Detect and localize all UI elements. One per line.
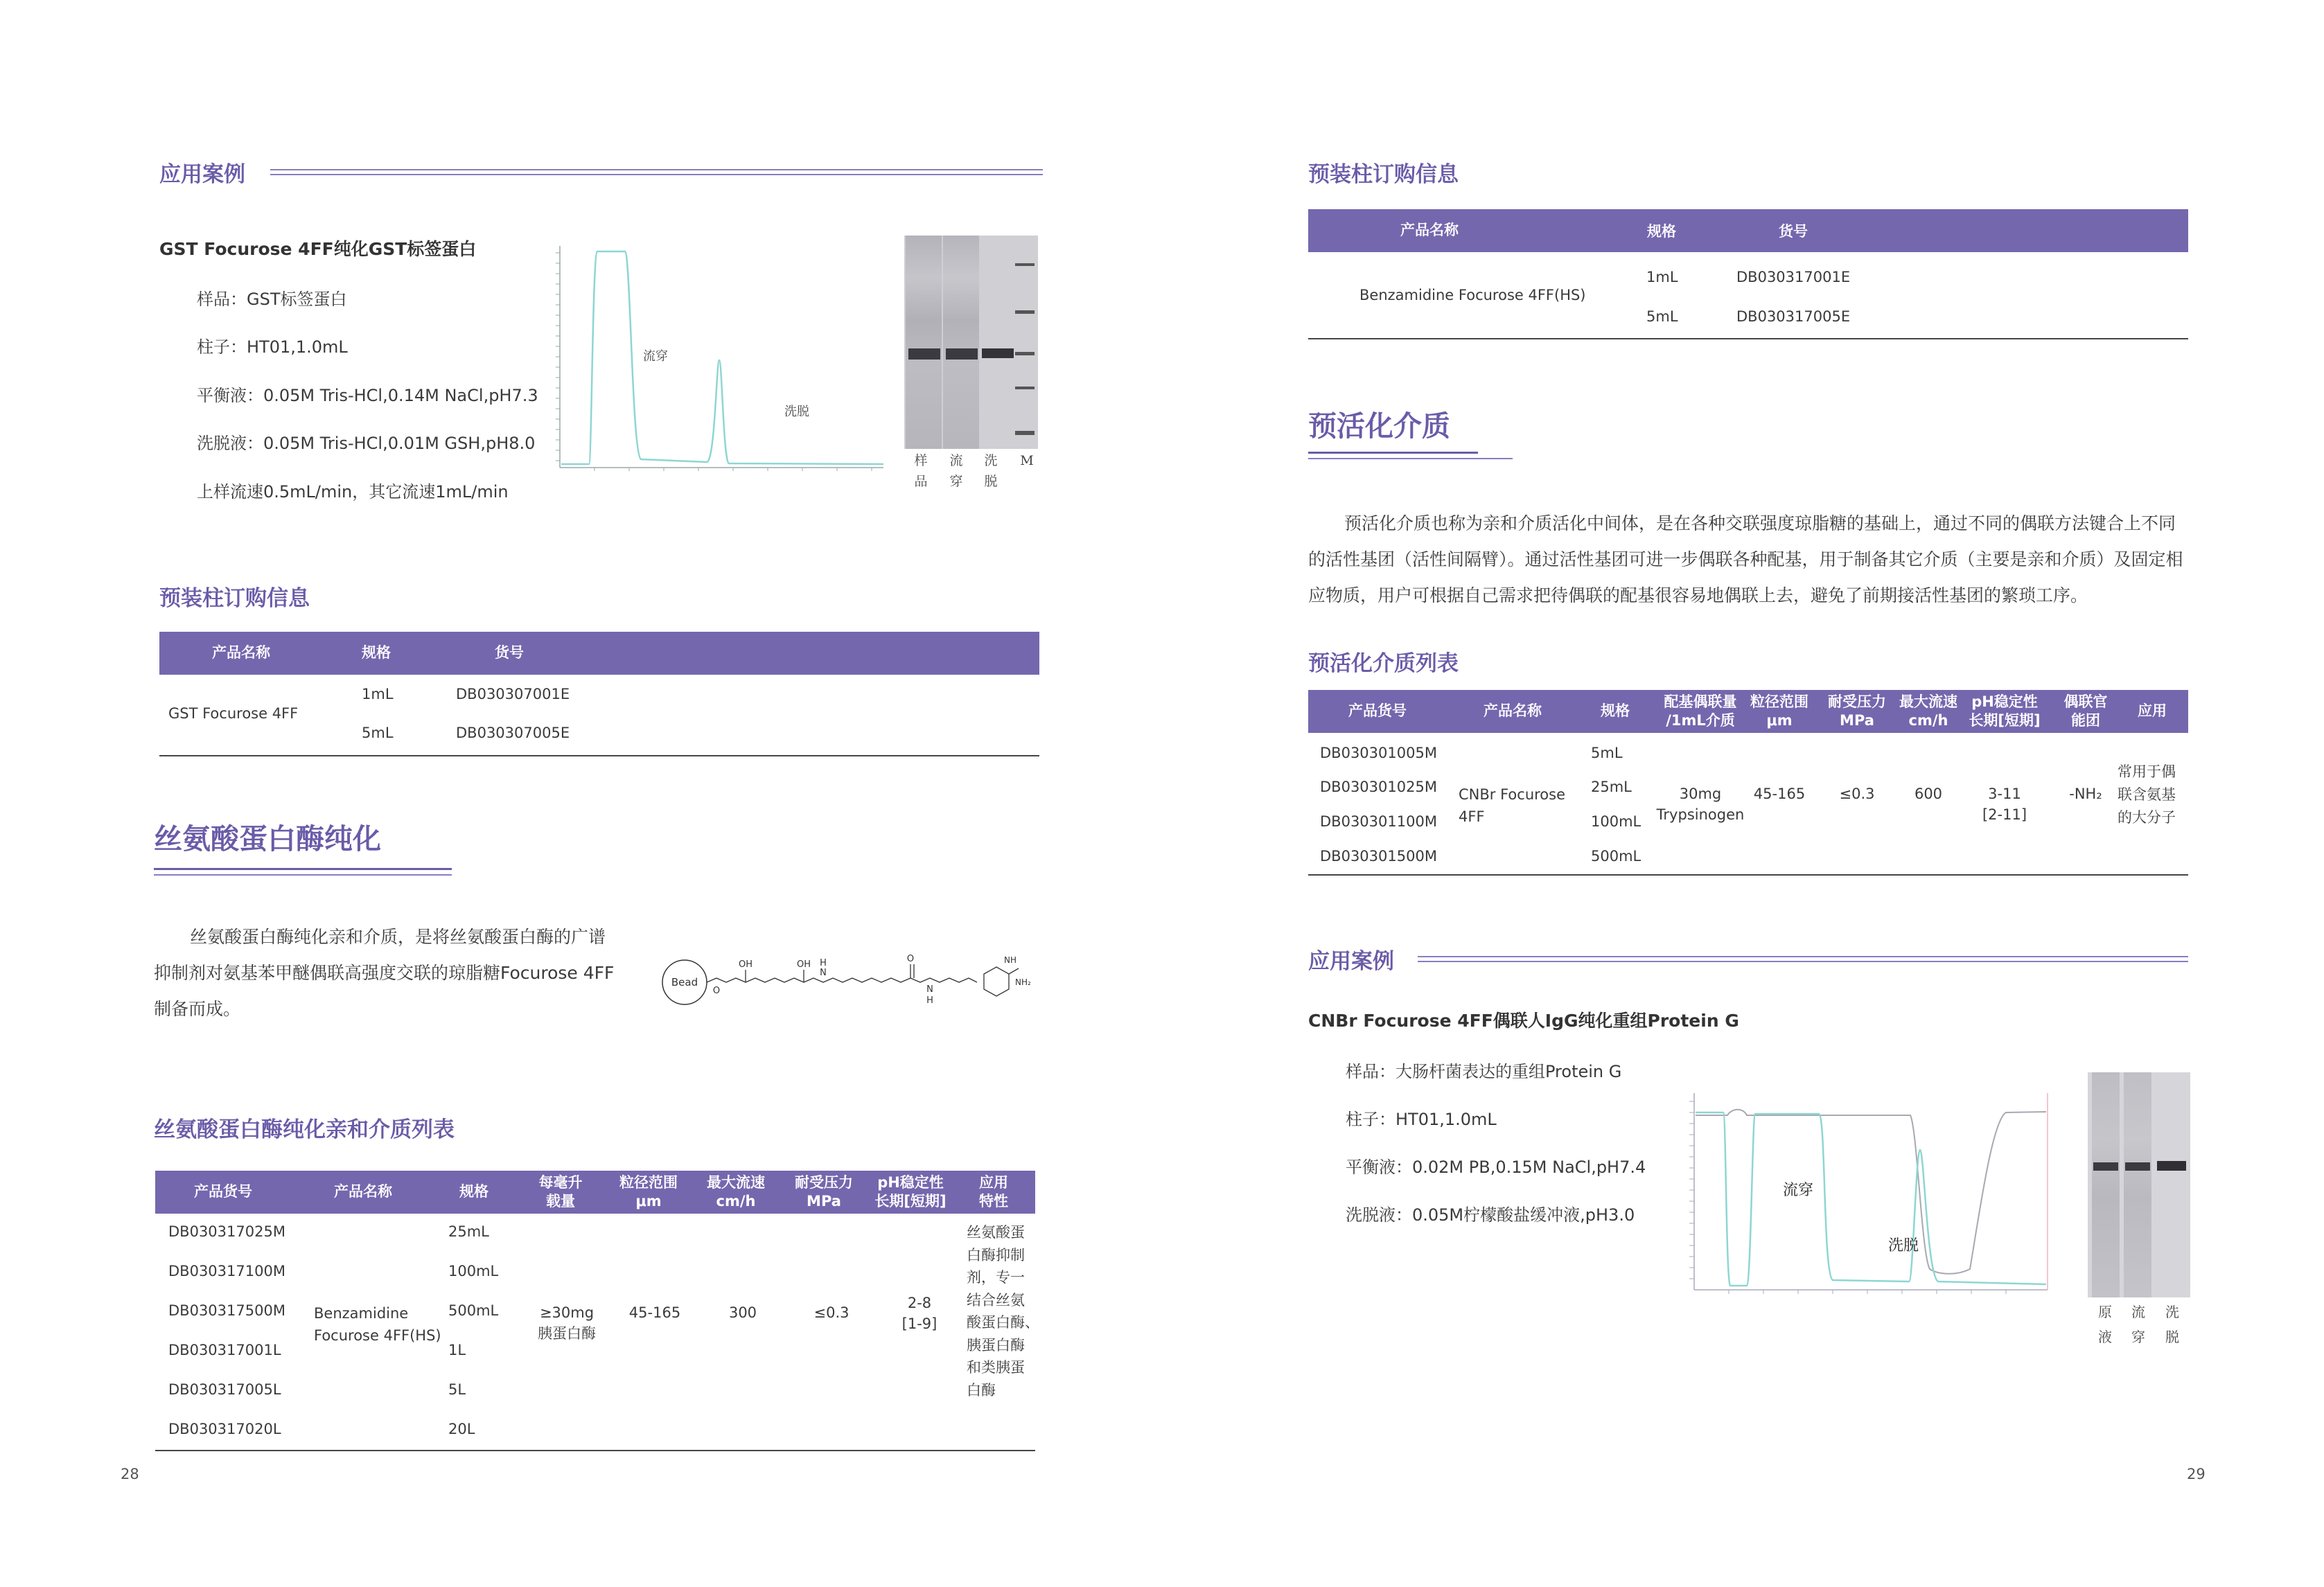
gel-lane-label: 洗 脱 (2165, 1304, 2179, 1345)
list-ph: 3-11 [2-11] (1982, 786, 2027, 823)
svg-text:OH: OH (796, 959, 811, 970)
list-flow: 300 (728, 1304, 757, 1321)
order-product: GST Focurose 4FF (168, 705, 299, 722)
list-flow: 600 (1914, 786, 1943, 802)
svg-text:H: H (926, 995, 933, 1006)
list-code: DB030301100M (1320, 813, 1437, 830)
flow-label: 流穿 (1783, 1182, 1814, 1199)
elute-label: 洗脱 (1888, 1237, 1919, 1254)
gel-lane-label: 原 液 (2098, 1304, 2112, 1345)
gel-lane-label: 样 品 (914, 453, 928, 489)
right-section-title: 预活化介质 (1308, 409, 1450, 443)
order-code: DB030317005E (1736, 308, 1851, 325)
svg-text:O: O (712, 986, 721, 996)
right-list-heading: 预活化介质列表 (1308, 651, 1459, 676)
list-spec: 500mL (448, 1302, 499, 1319)
gel-lane-label: M (1020, 453, 1034, 468)
left-gel-image (904, 236, 1038, 449)
case-line: 样品：GST标签蛋白 (197, 290, 347, 309)
heading-rule (270, 174, 1043, 175)
left-case-heading: 应用案例 (159, 162, 245, 187)
gel-lane-label: 洗 脱 (984, 453, 998, 489)
list-spec: 5L (448, 1381, 466, 1398)
list-code: DB030301005M (1320, 745, 1437, 761)
right-gel-image (2088, 1072, 2190, 1297)
list-size: 45-165 (628, 1304, 681, 1321)
elute-label: 洗脱 (784, 405, 809, 419)
case-line: 样品：大肠杆菌表达的重组Protein G (1346, 1062, 1622, 1081)
heading-rule (270, 169, 1043, 170)
svg-text:N: N (820, 968, 827, 978)
right-case-heading: 应用案例 (1308, 949, 1394, 974)
svg-text:NH₂: NH₂ (1015, 977, 1031, 987)
page-number-right: 29 (2187, 1466, 2206, 1482)
right-order-table-header: 产品名称 规格 货号 (1308, 209, 2188, 252)
list-spec: 1L (448, 1342, 466, 1358)
case-line: 柱子：HT01,1.0mL (1346, 1110, 1497, 1129)
benzamidine-structure (658, 942, 1031, 1018)
svg-text:O: O (906, 954, 915, 964)
order-spec: 1mL (1646, 269, 1678, 285)
section-title-underline (154, 868, 452, 870)
list-code: DB030301025M (1320, 779, 1437, 795)
list-feature: 丝氨酸蛋 白酶抑制 剂，专一 结合丝氨 酸蛋白酶、 胰蛋白酶 和类胰蛋 白酶 (967, 1224, 1039, 1399)
order-product: Benzamidine Focurose 4FF(HS) (1359, 287, 1586, 303)
order-code: DB030317001E (1736, 269, 1851, 285)
flow-label: 流穿 (643, 349, 668, 364)
case-line: 柱子：HT01,1.0mL (197, 337, 348, 357)
gel-lane-label: 流 穿 (2131, 1304, 2145, 1345)
list-spec: 20L (448, 1421, 475, 1437)
list-spec: 25mL (1591, 779, 1632, 795)
list-product-name: Benzamidine Focurose 4FF(HS) (314, 1305, 441, 1344)
left-list-table-header: 产品货号 产品名称 规格 每毫升 载量 粒径范围 μm 最大流速 cm/h 耐受压力 MPa pH稳定性 长期[短期] 应用 特性 (155, 1171, 1035, 1214)
svg-text:N: N (926, 984, 933, 995)
case-line: 平衡液：0.02M PB,0.15M NaCl,pH7.4 (1346, 1158, 1646, 1177)
gel-lane-label: 流 穿 (949, 453, 963, 489)
left-section-title: 丝氨酸蛋白酶纯化 (154, 822, 381, 855)
table-bottom-rule (155, 1450, 1035, 1451)
left-section-paragraph: 丝氨酸蛋白酶纯化亲和介质，是将丝氨酸蛋白酶的广谱抑制剂对氨基苯甲醚偶联高强度交联的琼脂糖Focurose 4FF制备而成。 (154, 927, 615, 1019)
table-bottom-rule (1308, 338, 2188, 339)
bead-label: Bead (671, 976, 698, 988)
left-order-heading: 预装柱订购信息 (159, 586, 310, 611)
case-line: 洗脱液：0.05M柠檬酸盐缓冲液,pH3.0 (1346, 1205, 1635, 1225)
right-case-title: CNBr Focurose 4FF偶联人IgG纯化重组Protein G (1308, 1011, 1739, 1031)
list-capacity: ≥30mg 胰蛋白酶 (538, 1304, 596, 1342)
list-application: 常用于偶 联含氨基 的大分子 (2118, 763, 2176, 826)
list-code: DB030317001L (168, 1342, 281, 1358)
case-line: 上样流速0.5mL/min，其它流速1mL/min (197, 482, 509, 502)
list-product-name: CNBr Focurose 4FF (1459, 786, 1566, 825)
list-spec: 100mL (1591, 813, 1641, 830)
table-bottom-rule (159, 755, 1039, 756)
svg-text:H: H (820, 958, 827, 968)
right-list-table-header: 产品货号 产品名称 规格 配基偶联量 /1mL介质 粒径范围 μm 耐受压力 MPa 最大流速 cm/h pH稳定性 长期[短期] 偶联官 能团 应用 (1308, 690, 2188, 733)
list-spec: 100mL (448, 1263, 499, 1279)
right-section-paragraph: 预活化介质也称为亲和介质活化中间体，是在各种交联强度琼脂糖的基础上，通过不同的偶联方法键合上不同的活性基团（活性间隔臂）。通过活性基团可进一步偶联各种配基，用于制备其它介质（主要是亲和介质）及固定相应物质，用户可根据自己需求把待偶联的配基很容易地偶联上去，避免了前期接活性基团的繁琐工序。 (1308, 513, 2183, 605)
svg-text:NH: NH (1004, 955, 1016, 965)
list-code: DB030301500M (1320, 848, 1437, 865)
heading-rule (1418, 961, 2188, 962)
list-pressure: ≤0.3 (1839, 786, 1875, 802)
table-bottom-rule (1308, 874, 2188, 876)
right-chromatogram (1680, 1088, 2058, 1302)
right-order-heading: 预装柱订购信息 (1308, 162, 1459, 187)
svg-text:OH: OH (738, 959, 753, 970)
list-pressure: ≤0.3 (813, 1304, 850, 1321)
page-number-left: 28 (121, 1466, 139, 1482)
list-code: DB030317500M (168, 1302, 285, 1319)
left-list-heading: 丝氨酸蛋白酶纯化亲和介质列表 (154, 1117, 455, 1142)
list-code: DB030317020L (168, 1421, 281, 1437)
order-code: DB030307005E (456, 725, 570, 741)
left-chromatogram (547, 239, 887, 475)
list-ligand: 30mg Trypsinogen (1656, 786, 1745, 823)
list-code: DB030317100M (168, 1263, 285, 1279)
case-line: 洗脱液：0.05M Tris-HCl,0.01M GSH,pH8.0 (197, 434, 536, 453)
list-group: -NH₂ (2069, 786, 2102, 802)
list-spec: 5mL (1591, 745, 1623, 761)
list-spec: 500mL (1591, 848, 1641, 865)
list-code: DB030317005L (168, 1381, 281, 1398)
left-case-title: GST Focurose 4FF纯化GST标签蛋白 (159, 239, 477, 259)
list-ph: 2-8 [1-9] (901, 1295, 937, 1332)
order-code: DB030307001E (456, 686, 570, 702)
order-spec: 1mL (362, 686, 394, 702)
section-title-underline (1308, 458, 1513, 459)
case-line: 平衡液：0.05M Tris-HCl,0.14M NaCl,pH7.3 (197, 386, 538, 405)
list-code: DB030317025M (168, 1223, 285, 1240)
order-spec: 5mL (362, 725, 394, 741)
order-spec: 5mL (1646, 308, 1678, 325)
heading-rule (1418, 956, 2188, 957)
section-title-underline (154, 874, 452, 876)
list-spec: 25mL (448, 1223, 489, 1240)
left-order-table-header: 产品名称 规格 货号 (159, 632, 1039, 675)
section-title-underline (1308, 452, 1478, 454)
list-size: 45-165 (1753, 786, 1806, 802)
